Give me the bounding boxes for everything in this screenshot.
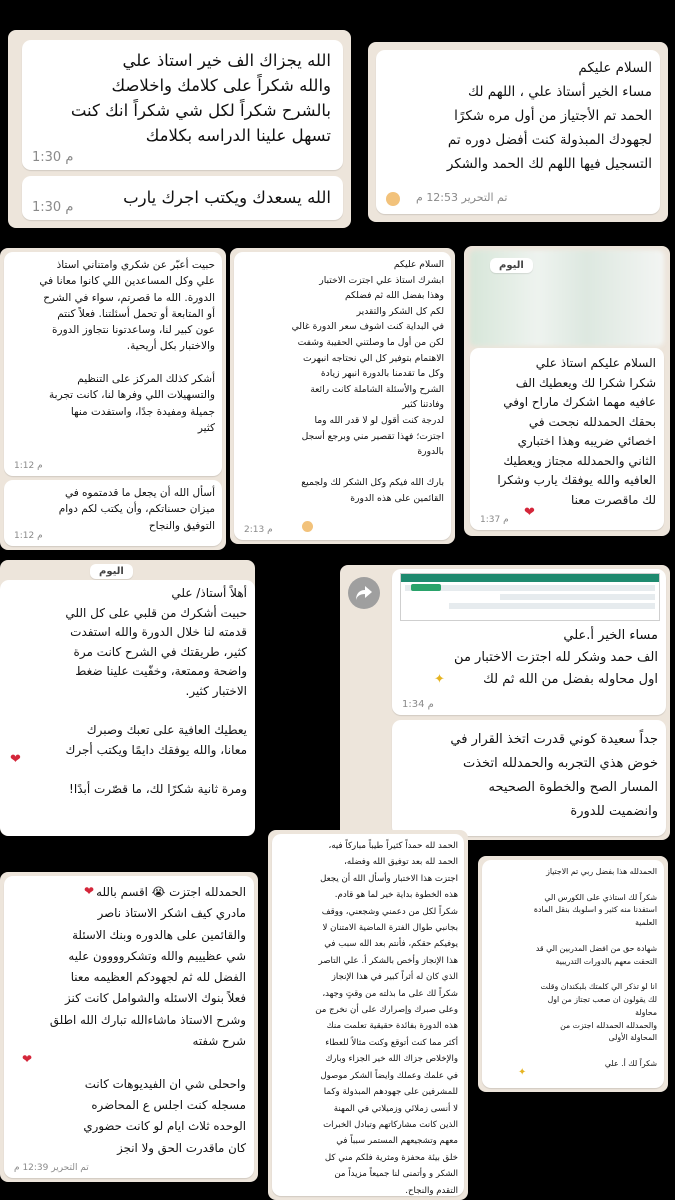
chat-screenshot-10 [478,856,668,1092]
message-text: أهلاً أستاذ/ علي حبيت أشكرك من قلبي على كل اللي قدمته لنا خلال الدورة والله استفدت كثير، طريقتك في الشرح كانت مرة واضحة وممتعة، وخفّيت علينا ضغط الاختبار كثير. يعطيك العافية على تعبك وصبرك معانا، والله يوفقك دايمًا ويكتب أجرك ومرة ثانية شكرًا لك، ما قصّرت أبدًا! [65,586,247,796]
message-bubble [392,720,666,836]
chat-screenshot-6 [0,560,255,836]
chat-screenshot-8 [0,872,258,1182]
day-label: اليوم [490,258,533,273]
message-text: الحمدلله اجتزت 😭 اقسم بالله مادري كيف اشكر الاستاذ ناصر والقائمين على هالدوره وبنك الاسئلة شي عظيييم والله وتشكروووون عليه الفضل لله ثم لجهودكم العظيمه معنا فعلاً بنوك الاسئله والشوامل كانت كنز وشرح الاستاذ ماشاءالله تبارك الله اطلق شرح شفته واححلى شي ان الفيديوهات كانت مسجله كنت اجلس ع المحاضره الوحده ثلاث ايام لو كانت حضوري كان ماقدرت الحق ولا انجز [49,885,246,1155]
chat-screenshot-4 [230,248,455,544]
message-text: جداً سعيدة كوني قدرت اتخذ القرار في خوض هذي التجربه والحمدلله اتخذت المسار الصح والخطوة الصحيحه وانضميت للدورة [450,732,658,819]
sparkles-icon: ✦ [518,1067,527,1078]
message-time: 1:12 م [14,461,43,471]
message-time: 1:34 م [402,699,434,710]
chat-screenshot-2 [368,42,668,222]
message-bubble [376,50,660,214]
message-time: 2:13 م [244,525,273,535]
day-label: اليوم [90,564,133,579]
chat-screenshot-9 [268,830,468,1200]
attached-screenshot [400,573,660,621]
message-bubble [234,252,451,540]
heart-icon: ❤ [84,884,95,898]
message-text: الحمد لله حمداً كثيراً طيباً مباركاً فيه، الحمد لله بعد توفيق الله وفضله، اجتزت هذا الاختبار وأسأل الله أن يجعل هذه الخطوة بداية خير لما هو قادم. شكراً لكل من دعمني وشجعني، ووقف بجانبي طوال الفترة الماضية الامتنان لا يوفيكم حقكم، فأنتم بعد الله سبب في هذا الإنجاز وأخص بالشكر أ. علي التاصر الذي كان له أثراً كبير في هذا الإنجاز شكراً لك على ما بذلته من وقتٍ وجهد، وعلى صبرك وإصرارك على أن نخرج من هذه الدورة بفائدة حقيقية تعلمت منك أكثر مما كنت أتوقع وكنت مثالاً للعطاء والإخلاص جزاك الله خير الجزاء وبارك في علمك وعملك وايضاً الشكر موصول للمشرفين على جهودهم المبذولة وكما لا أنسى زملائي وزميلاتي في المهنة الذين كانت مشاركاتهم وتبادل الخبرات معهم وتشجيعهم المستمر سبباً في خلق بيئة محفزة ومثرية فلكم مني كل الشكر و وأتمنى لنا جميعاً مزيداً من التقدم والنجاح. [315,841,458,1196]
message-text: أسأل الله أن يجعل ما قدمتموه في ميزان حسناتكم، وأن يكتب لكم دوام التوفيق والنجاح [58,487,215,532]
folded-hands-icon [386,192,400,206]
message-time: تم التحرير 12:53 م [416,191,508,204]
message-time: 1:12 م [14,531,43,541]
message-text: الحمدلله هذا بفضل ربي تم الاجتياز شكراً لك استاذي على الكورس الي استفدنا منه كثير و اسلوبك بنقل المادة العلمية شهادة حق من افضل المدربين الي قد التحقت معهم بالدورات التدريبية انا لو تذكر الي كلمتك بلبكندان وقلت لك يقولون ان صعب تجتاز من اول محاولة والحمدلله الحمدلله اجتزت من المحاولة الأولى شكراً لك أ. علي [533,867,657,1068]
message-text: حبيت أعبّر عن شكري وامتناني استاذ علي وكل المساعدين اللي كانوا معانا في الدورة. الله ما قصرتم، سواء في الشرح أو المتابعة أو تحمل أسئلتنا. فعلاً كنتم عون كبير لنا، وساعدتونا نتجاوز الدورة والاختبار بكل أريحية. أشكر كذلك المركز على التنظيم والتسهيلات اللي وفرها لنا، كانت تجربة جميلة ومفيدة جدًا، واستفدت منها كثير [39,259,215,434]
message-text: الله يجزاك الف خير استاذ علي والله شكراً على كلامك واخلاصك بالشرح شكراً لكل شي شكراً انك كنت تسهل علينا الدراسه بكلامك [70,51,331,145]
message-text: السلام عليكم مساء الخير أستاذ علي ، اللهم لك الحمد تم الأجتياز من أول مره شكرًا لجهودك المبذولة كنت أفضل دوره تم التسجيل فيها اللهم لك الحمد والشكر [446,60,652,172]
message-time: 1:37 م [480,515,509,525]
folded-hands-icon [302,521,313,532]
message-bubble [0,580,255,836]
chat-screenshot-1 [8,30,351,228]
forward-icon[interactable] [348,577,380,609]
message-text: مساء الخير أ.علي الف حمد وشكر لله اجتزت الاختبار من اول محاوله بفضل من الله ثم لك [454,628,658,687]
message-bubble [4,480,222,546]
message-text: الله يسعدك ويكتب اجرك يارب [123,188,331,207]
message-bubble [22,40,343,170]
message-time: 1:30 م [32,150,74,165]
message-bubble [4,876,254,1178]
sparkles-icon: ✦ [434,672,445,687]
chat-screenshot-7 [340,565,670,840]
chat-screenshot-3 [0,248,226,550]
message-bubble [392,569,666,715]
message-text: السلام عليكم ابشرك استاذ علي اجتزت الاختبار وهذا بفضل الله ثم فضلكم لكم كل الشكر والتقدير في البداية كنت اشوف سعر الدورة غالي لكن من أول ما وصلتني الحقيبة وشفت الاهتمام بتوفير كل الي نحتاجه انبهرت وكل ما تقدمنا بالدورة انبهر زيادة الشرح والأسئلة الشاملة كانت رائعة وفادتنا كثير لدرجة كنت أقول لو لا قدر الله وما اجتزت؛ فهذا تقصير مني وبرجع أسجل بالدورة بارك الله فيكم وكل الشكر لك ولجميع القائمين على هذه الدورة [291,259,444,504]
message-bubble [272,834,464,1196]
heart-icon: ❤ [524,505,535,520]
message-bubble [470,348,664,530]
heart-icon: ❤ [10,752,21,767]
chat-screenshot-5 [464,246,670,536]
message-bubble [4,252,222,476]
message-text: السلام عليكم استاذ علي شكرا شكرا لك ويعطيك الف عافيه مهما اشكرك ماراح اوفي بحقك الحمدلله نجحت في اخصائي ضريبه وهذا اختباري الثاني والحمدلله مجتاز ويعطيك العافيه والله يوفقك يارب وشكرا لك ماقصرت معنا [497,356,656,507]
message-time: 1:30 م [32,200,74,215]
message-bubble [22,176,343,220]
message-time: تم التحرير 12:39 م [14,1163,89,1173]
message-bubble [482,860,664,1088]
heart-icon: ❤ [22,1052,33,1066]
